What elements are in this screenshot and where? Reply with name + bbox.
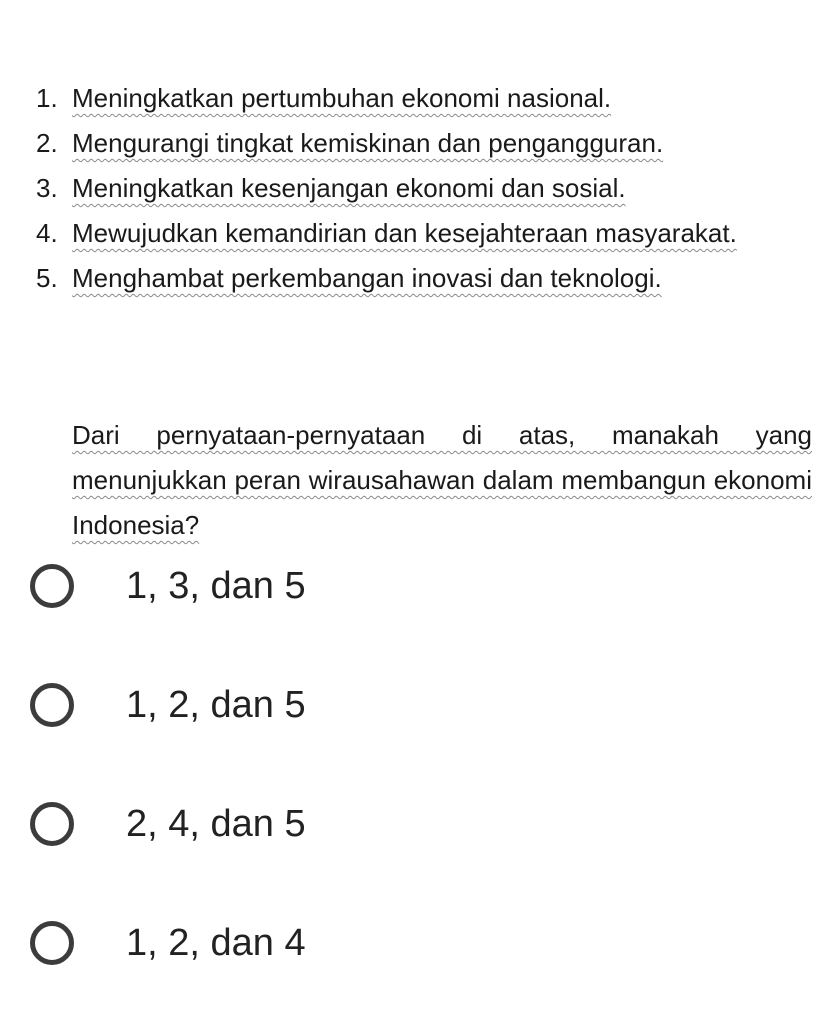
answer-option[interactable]: [30, 794, 306, 854]
answer-option[interactable]: [30, 556, 306, 616]
radio-button[interactable]: [30, 683, 74, 727]
statement-item: [36, 166, 812, 211]
statement-text: Mewujudkan kemandirian dan kesejahteraan masyarakat.: [72, 218, 737, 248]
statement-item: [36, 211, 812, 256]
statement-item: [36, 121, 812, 166]
statement-number: 2.: [36, 128, 58, 158]
radio-button[interactable]: [30, 921, 74, 965]
statement-item: [36, 256, 812, 301]
statement-text: Mengurangi tingkat kemiskinan dan pengangguran.: [72, 128, 664, 158]
statement-number: 3.: [36, 173, 58, 203]
statement-text: Menghambat perkembangan inovasi dan teknologi.: [72, 263, 662, 293]
statement-list: [36, 76, 812, 301]
answer-option[interactable]: [30, 913, 306, 973]
statement-number: 4.: [36, 218, 58, 248]
option-label: 1, 3, dan 5: [126, 564, 306, 607]
option-label: 2, 4, dan 5: [126, 802, 306, 845]
answer-option[interactable]: [30, 675, 306, 735]
statement-number: 1.: [36, 83, 58, 113]
option-label: 1, 2, dan 4: [126, 921, 306, 964]
question-text: Dari pernyataan-pernyataan di atas, manakah yang menunjukkan peran wirausahawan dalam membangun ekonomi Indonesia?: [72, 420, 812, 540]
statement-item: [36, 76, 812, 121]
statement-text: Meningkatkan kesenjangan ekonomi dan sosial.: [72, 173, 626, 203]
option-label: 1, 2, dan 5: [126, 683, 306, 726]
radio-button[interactable]: [30, 564, 74, 608]
statement-text: Meningkatkan pertumbuhan ekonomi nasional.: [72, 83, 612, 113]
radio-button[interactable]: [30, 802, 74, 846]
statement-number: 5.: [36, 263, 58, 293]
